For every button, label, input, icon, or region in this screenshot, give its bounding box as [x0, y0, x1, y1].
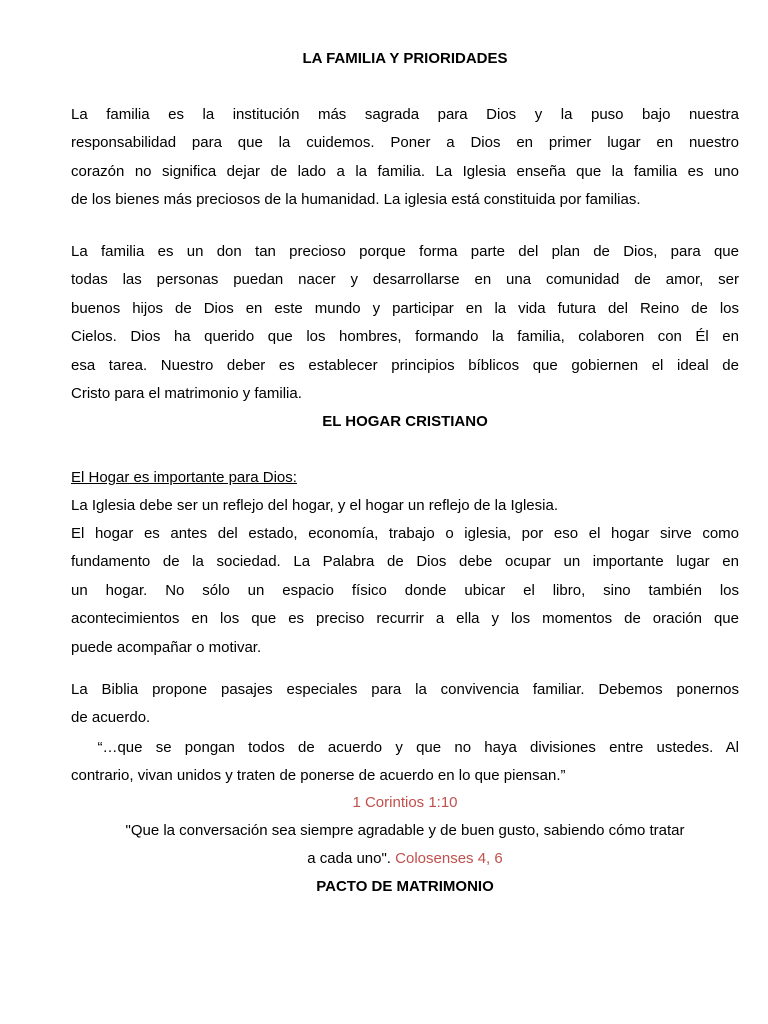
reference-colosenses: Colosenses 4, 6 [395, 850, 503, 868]
text-line: de acuerdo. [71, 709, 151, 727]
reference-corintios [71, 789, 739, 817]
text-line: El hogar es antes del estado, economía, trabajo o iglesia, por eso el hogar sirve como [71, 525, 739, 542]
paragraph-family-institution [71, 101, 739, 215]
text-line: "Que la conversación sea siempre agradable y de buen gusto, sabiendo cómo tratar [125, 822, 685, 839]
subheading-text: El Hogar es importante para Dios: [71, 469, 297, 486]
text-line: buenos hijos de Dios en este mundo y participar en la vida futura del Reino de los [71, 299, 739, 317]
section-heading-hogar-cristiano: EL HOGAR CRISTIANO [322, 413, 488, 430]
text-line: La familia es la institución más sagrada para Dios y la puso bajo nuestra [71, 106, 739, 123]
paragraph-iglesia-reflejo: La Iglesia debe ser un reflejo del hogar, y el hogar un reflejo de la Iglesia. [71, 497, 558, 514]
subheading-hogar-importante [71, 464, 739, 492]
text-line: “…que se pongan todos de acuerdo y que no haya divisiones entre ustedes. Al [71, 739, 739, 756]
text-line: La familia es un don tan precioso porque forma parte del plan de Dios, para que [71, 243, 739, 260]
bible-quote-corintios [71, 734, 739, 791]
text-line: fundamento de la sociedad. La Palabra de Dios debe ocupar un importante lugar en [71, 553, 739, 571]
section-heading-pacto-matrimonio: PACTO DE MATRIMONIO [316, 878, 494, 895]
quote-end: a cada uno". [307, 850, 391, 868]
text-line: todas las personas puedan nacer y desarrollarse en una comunidad de amor, ser [71, 271, 739, 289]
text-line [71, 845, 739, 873]
text-line: contrario, vivan unidos y traten de ponerse de acuerdo en lo que piensan.” [71, 767, 566, 785]
text-line: Cristo para el matrimonio y familia. [71, 385, 302, 403]
text-line: puede acompañar o motivar. [71, 638, 262, 656]
text-line: corazón no significa dejar de lado a la familia. La Iglesia enseña que la familia es uno [71, 162, 739, 180]
text-line: Cielos. Dios ha querido que los hombres, formando la familia, colaboren con Él en [71, 328, 739, 346]
text-line: La Biblia propone pasajes especiales para la convivencia familiar. Debemos ponernos [71, 681, 739, 698]
paragraph-biblia-pasajes [71, 676, 739, 733]
text-line: responsabilidad para que la cuidemos. Poner a Dios en primer lugar en nuestro [71, 134, 739, 152]
text-line: esa tarea. Nuestro deber es establecer principios bíblicos que gobiernen el ideal de [71, 356, 739, 374]
paragraph-hogar-fundamento [71, 520, 739, 662]
text-line: acontecimientos en los que es preciso recurrir a ella y los momentos de oración que [71, 610, 739, 628]
reference-text: 1 Corintios 1:10 [352, 794, 458, 811]
bible-quote-colosenses [71, 817, 739, 874]
document-title: LA FAMILIA Y PRIORIDADES [302, 50, 508, 67]
text-line: un hogar. No sólo un espacio físico donde ubicar el libro, sino también los [71, 581, 739, 599]
text-line: de los bienes más preciosos de la humanidad. La iglesia está constituida por familias. [71, 191, 641, 209]
paragraph-family-gift [71, 238, 739, 408]
